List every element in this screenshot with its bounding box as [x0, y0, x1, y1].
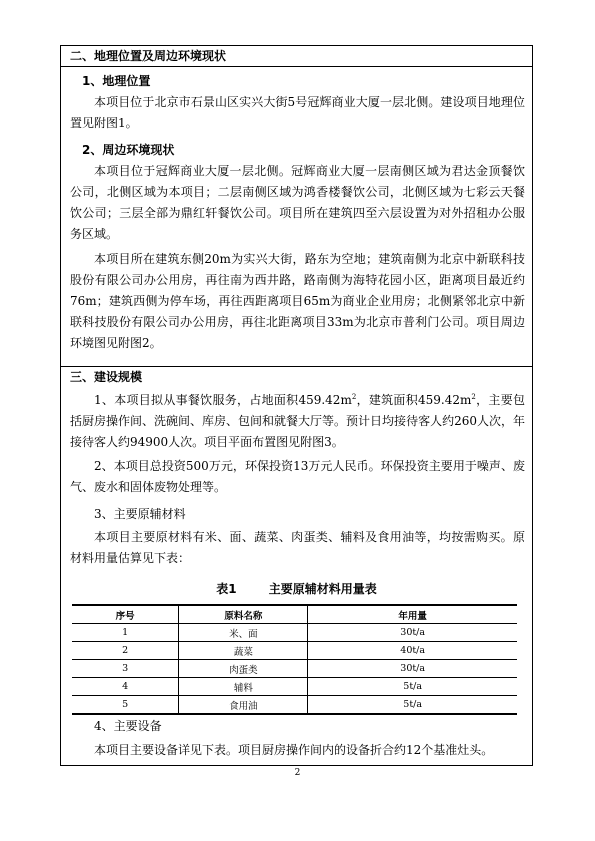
- materials-paragraph: 本项目主要原材料有米、面、蔬菜、肉蛋类、辅料及食用油等，均按需购买。原材料用量估算见下表：: [70, 530, 525, 565]
- section3-heading: 三、建设规模: [70, 370, 143, 384]
- page-number: 2: [294, 768, 301, 778]
- cell-seq: 3: [72, 660, 179, 678]
- materials-table: [72, 604, 517, 715]
- equipment-heading: 4、主要设备: [94, 719, 162, 733]
- env-paragraph-1: 本项目位于冠辉商业大厦一层北侧。冠辉商业大厦一层南侧区域为君达金顶餐饮公司，北侧区域为本项目；二层南侧区域为鸿香楼餐饮公司，北侧区域为七彩云天餐饮公司；三层全部为鼎红轩餐饮公司。项目所在建筑四至六层设置为对外招租办公服务区域。: [70, 164, 525, 241]
- cell-usage: 5t/a: [308, 678, 517, 696]
- table-label: 表1: [216, 582, 237, 596]
- cell-material: 米、面: [179, 624, 308, 642]
- section2-heading: 二、地理位置及周边环境现状: [70, 49, 227, 63]
- cell-seq: 5: [72, 696, 179, 715]
- materials-heading: 3、主要原辅材料: [94, 507, 186, 521]
- location-paragraph: 本项目位于北京市石景山区实兴大街5号冠辉商业大厦一层北侧。建设项目地理位置见附图1。: [70, 95, 525, 130]
- cell-usage: 30t/a: [308, 660, 517, 678]
- scale-paragraph: 1、本项目拟从事餐饮服务，占地面积$459.42m^2$，建筑面积$459.42m^2$，主要包括厨房操作间、洗碗间、库房、包间和就餐大厅等。预计日均接待客人约260人次，年接待客人约94900人次。项目平面布置图见附图3。: [70, 393, 525, 449]
- header-annual-usage: 年用量: [308, 605, 517, 624]
- table-row: [72, 642, 517, 660]
- env-heading: 2、周边环境现状: [82, 143, 175, 157]
- investment-paragraph: 2、本项目总投资500万元，环保投资13万元人民币。环保投资主要用于噪声、废气、废水和固体废物处理等。: [70, 459, 525, 494]
- cell-material: 肉蛋类: [179, 660, 308, 678]
- cell-material: 辅料: [179, 678, 308, 696]
- location-heading: 1、地理位置: [82, 74, 151, 88]
- cell-usage: 40t/a: [308, 642, 517, 660]
- cell-usage: 30t/a: [308, 624, 517, 642]
- table-row: [72, 660, 517, 678]
- table-caption: [60, 580, 533, 597]
- equipment-paragraph: 本项目主要设备详见下表。项目厨房操作间内的设备折合约12个基准灶头。: [94, 743, 494, 757]
- cell-seq: 1: [72, 624, 179, 642]
- cell-seq: 2: [72, 642, 179, 660]
- cell-material: 食用油: [179, 696, 308, 715]
- table-row: [72, 678, 517, 696]
- cell-seq: 4: [72, 678, 179, 696]
- table-row: [72, 624, 517, 642]
- table-row: [72, 696, 517, 715]
- cell-material: 蔬菜: [179, 642, 308, 660]
- table-header-row: [72, 605, 517, 624]
- header-material: 原料名称: [179, 605, 308, 624]
- env-paragraph-2: 本项目所在建筑东侧20m为实兴大街，路东为空地；建筑南侧为北京中新联科技股份有限公司办公用房，再往南为西井路，路南侧为海特花园小区，距离项目最近约76m；建筑西侧为停车场，再往西距离项目65m为商业企业用房；北侧紧邻北京中新联科技股份有限公司办公用房，再往北距离项目33m为北京市普利门公司。项目周边环境图见附图2。: [70, 252, 525, 350]
- header-seq: 序号: [72, 605, 179, 624]
- cell-usage: 5t/a: [308, 696, 517, 715]
- table-title: 主要原辅材料用量表: [268, 582, 377, 596]
